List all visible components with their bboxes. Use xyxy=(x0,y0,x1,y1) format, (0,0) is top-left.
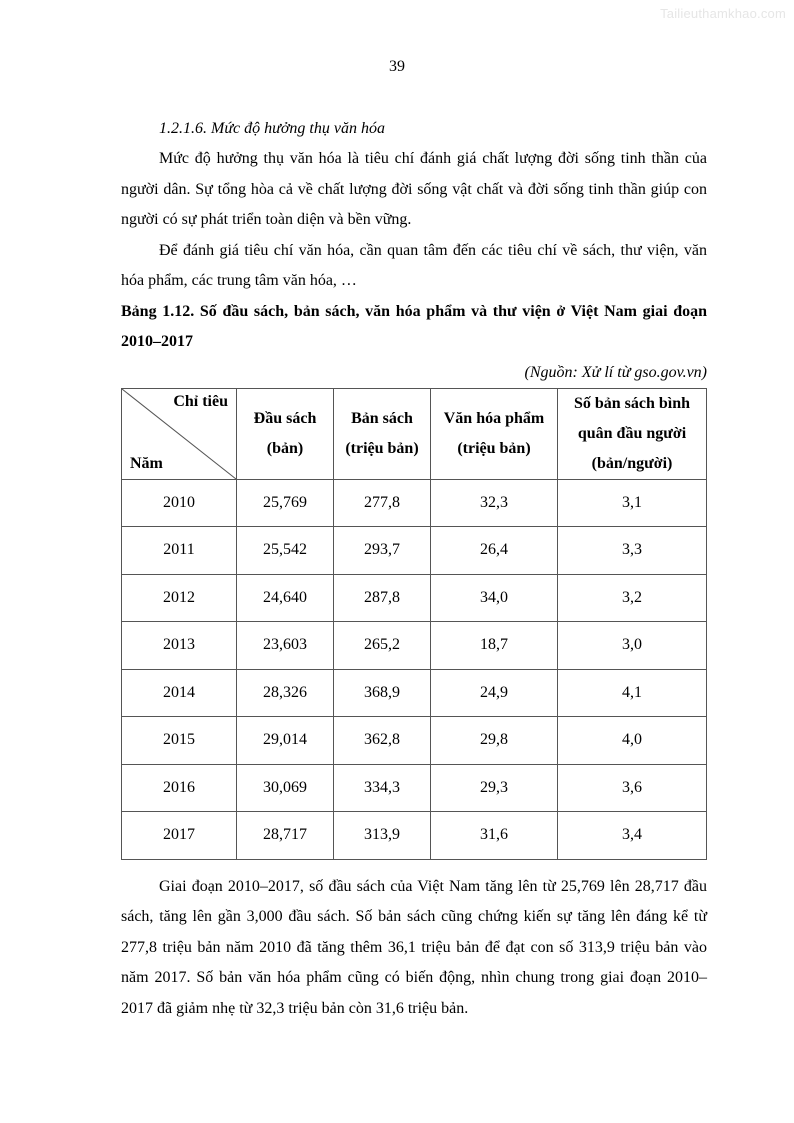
table-cell: 3,1 xyxy=(558,479,707,527)
table-cell: 313,9 xyxy=(334,812,431,860)
table-cell: 24,9 xyxy=(431,669,558,717)
paragraph: Giai đoạn 2010–2017, số đầu sách của Việt Nam tăng lên từ 25,769 lên 28,717 đầu sách, tăng lên gần 3,000 đầu sách. Số bản sách cũng chứng kiến sự tăng lên đáng kể từ 277,8 triệu bản năm 2010 đã tăng thêm 36,1 triệu bản để đạt con số 313,9 triệu bản vào năm 2017. Số bản văn hóa phẩm cũng có biến động, nhìn chung trong giai đoạn 2010–2017 đã giảm nhẹ từ 32,3 triệu bản còn 31,6 triệu bản. xyxy=(121,877,707,1017)
paragraph: Mức độ hưởng thụ văn hóa là tiêu chí đánh giá chất lượng đời sống tinh thần của người dân. Sự tổng hòa cả về chất lượng đời sống vật chất và đời sống tinh thần giúp con người có sự phát triển toàn diện và bền vững. xyxy=(121,150,707,228)
year-cell: 2015 xyxy=(122,717,237,765)
table-cell: 3,2 xyxy=(558,574,707,622)
table-row xyxy=(122,622,707,670)
year-cell: 2014 xyxy=(122,669,237,717)
table-cell: 3,6 xyxy=(558,764,707,812)
table-row xyxy=(122,812,707,860)
table-cell: 28,326 xyxy=(237,669,334,717)
table-cell: 3,0 xyxy=(558,622,707,670)
year-cell: 2011 xyxy=(122,527,237,575)
table-cell: 25,542 xyxy=(237,527,334,575)
table-row xyxy=(122,669,707,717)
table-cell: 28,717 xyxy=(237,812,334,860)
table-cell: 334,3 xyxy=(334,764,431,812)
column-header: Đầu sách (bản) xyxy=(237,388,334,479)
table-cell: 287,8 xyxy=(334,574,431,622)
column-header: Bản sách (triệu bản) xyxy=(334,388,431,479)
table-cell: 4,1 xyxy=(558,669,707,717)
section-heading: 1.2.1.6. Mức độ hưởng thụ văn hóa xyxy=(159,120,385,137)
table-cell: 31,6 xyxy=(431,812,558,860)
table-cell: 30,069 xyxy=(237,764,334,812)
year-cell: 2010 xyxy=(122,479,237,527)
table-cell: 34,0 xyxy=(431,574,558,622)
document-body xyxy=(121,114,707,1024)
table-cell: 277,8 xyxy=(334,479,431,527)
table-cell: 32,3 xyxy=(431,479,558,527)
table-cell: 26,4 xyxy=(431,527,558,575)
table-cell: 265,2 xyxy=(334,622,431,670)
page-number: 39 xyxy=(389,58,405,75)
table-cell: 368,9 xyxy=(334,669,431,717)
table-source: (Nguồn: Xử lí từ gso.gov.vn) xyxy=(524,363,707,381)
table-cell: 3,4 xyxy=(558,812,707,860)
table-row xyxy=(122,717,707,765)
table-cell: 3,3 xyxy=(558,527,707,575)
table-cell: 24,640 xyxy=(237,574,334,622)
watermark: Tailieuthamkhao.com xyxy=(660,6,786,21)
table-caption: Bảng 1.12. Số đầu sách, bản sách, văn hóa phẩm và thư viện ở Việt Nam giai đoạn 2010–2017 xyxy=(121,302,707,350)
corner-bottom-label: Năm xyxy=(130,454,163,472)
table-row xyxy=(122,764,707,812)
table-cell: 18,7 xyxy=(431,622,558,670)
corner-header-cell xyxy=(122,388,237,479)
table-cell: 362,8 xyxy=(334,717,431,765)
column-header: Số bản sách bình quân đầu người (bản/người) xyxy=(558,388,707,479)
data-table xyxy=(121,388,707,860)
corner-top-label: Chỉ tiêu xyxy=(173,392,228,410)
table-header-row xyxy=(122,388,707,479)
column-header: Văn hóa phẩm (triệu bản) xyxy=(431,388,558,479)
table-cell: 29,8 xyxy=(431,717,558,765)
table-cell: 293,7 xyxy=(334,527,431,575)
paragraph: Để đánh giá tiêu chí văn hóa, cần quan tâm đến các tiêu chí về sách, thư viện, văn hóa phẩm, các trung tâm văn hóa, … xyxy=(121,241,707,289)
table-cell: 29,014 xyxy=(237,717,334,765)
year-cell: 2016 xyxy=(122,764,237,812)
year-cell: 2012 xyxy=(122,574,237,622)
table-cell: 25,769 xyxy=(237,479,334,527)
table-row xyxy=(122,527,707,575)
year-cell: 2017 xyxy=(122,812,237,860)
table-cell: 4,0 xyxy=(558,717,707,765)
year-cell: 2013 xyxy=(122,622,237,670)
table-cell: 29,3 xyxy=(431,764,558,812)
table-cell: 23,603 xyxy=(237,622,334,670)
table-row xyxy=(122,574,707,622)
table-row xyxy=(122,479,707,527)
